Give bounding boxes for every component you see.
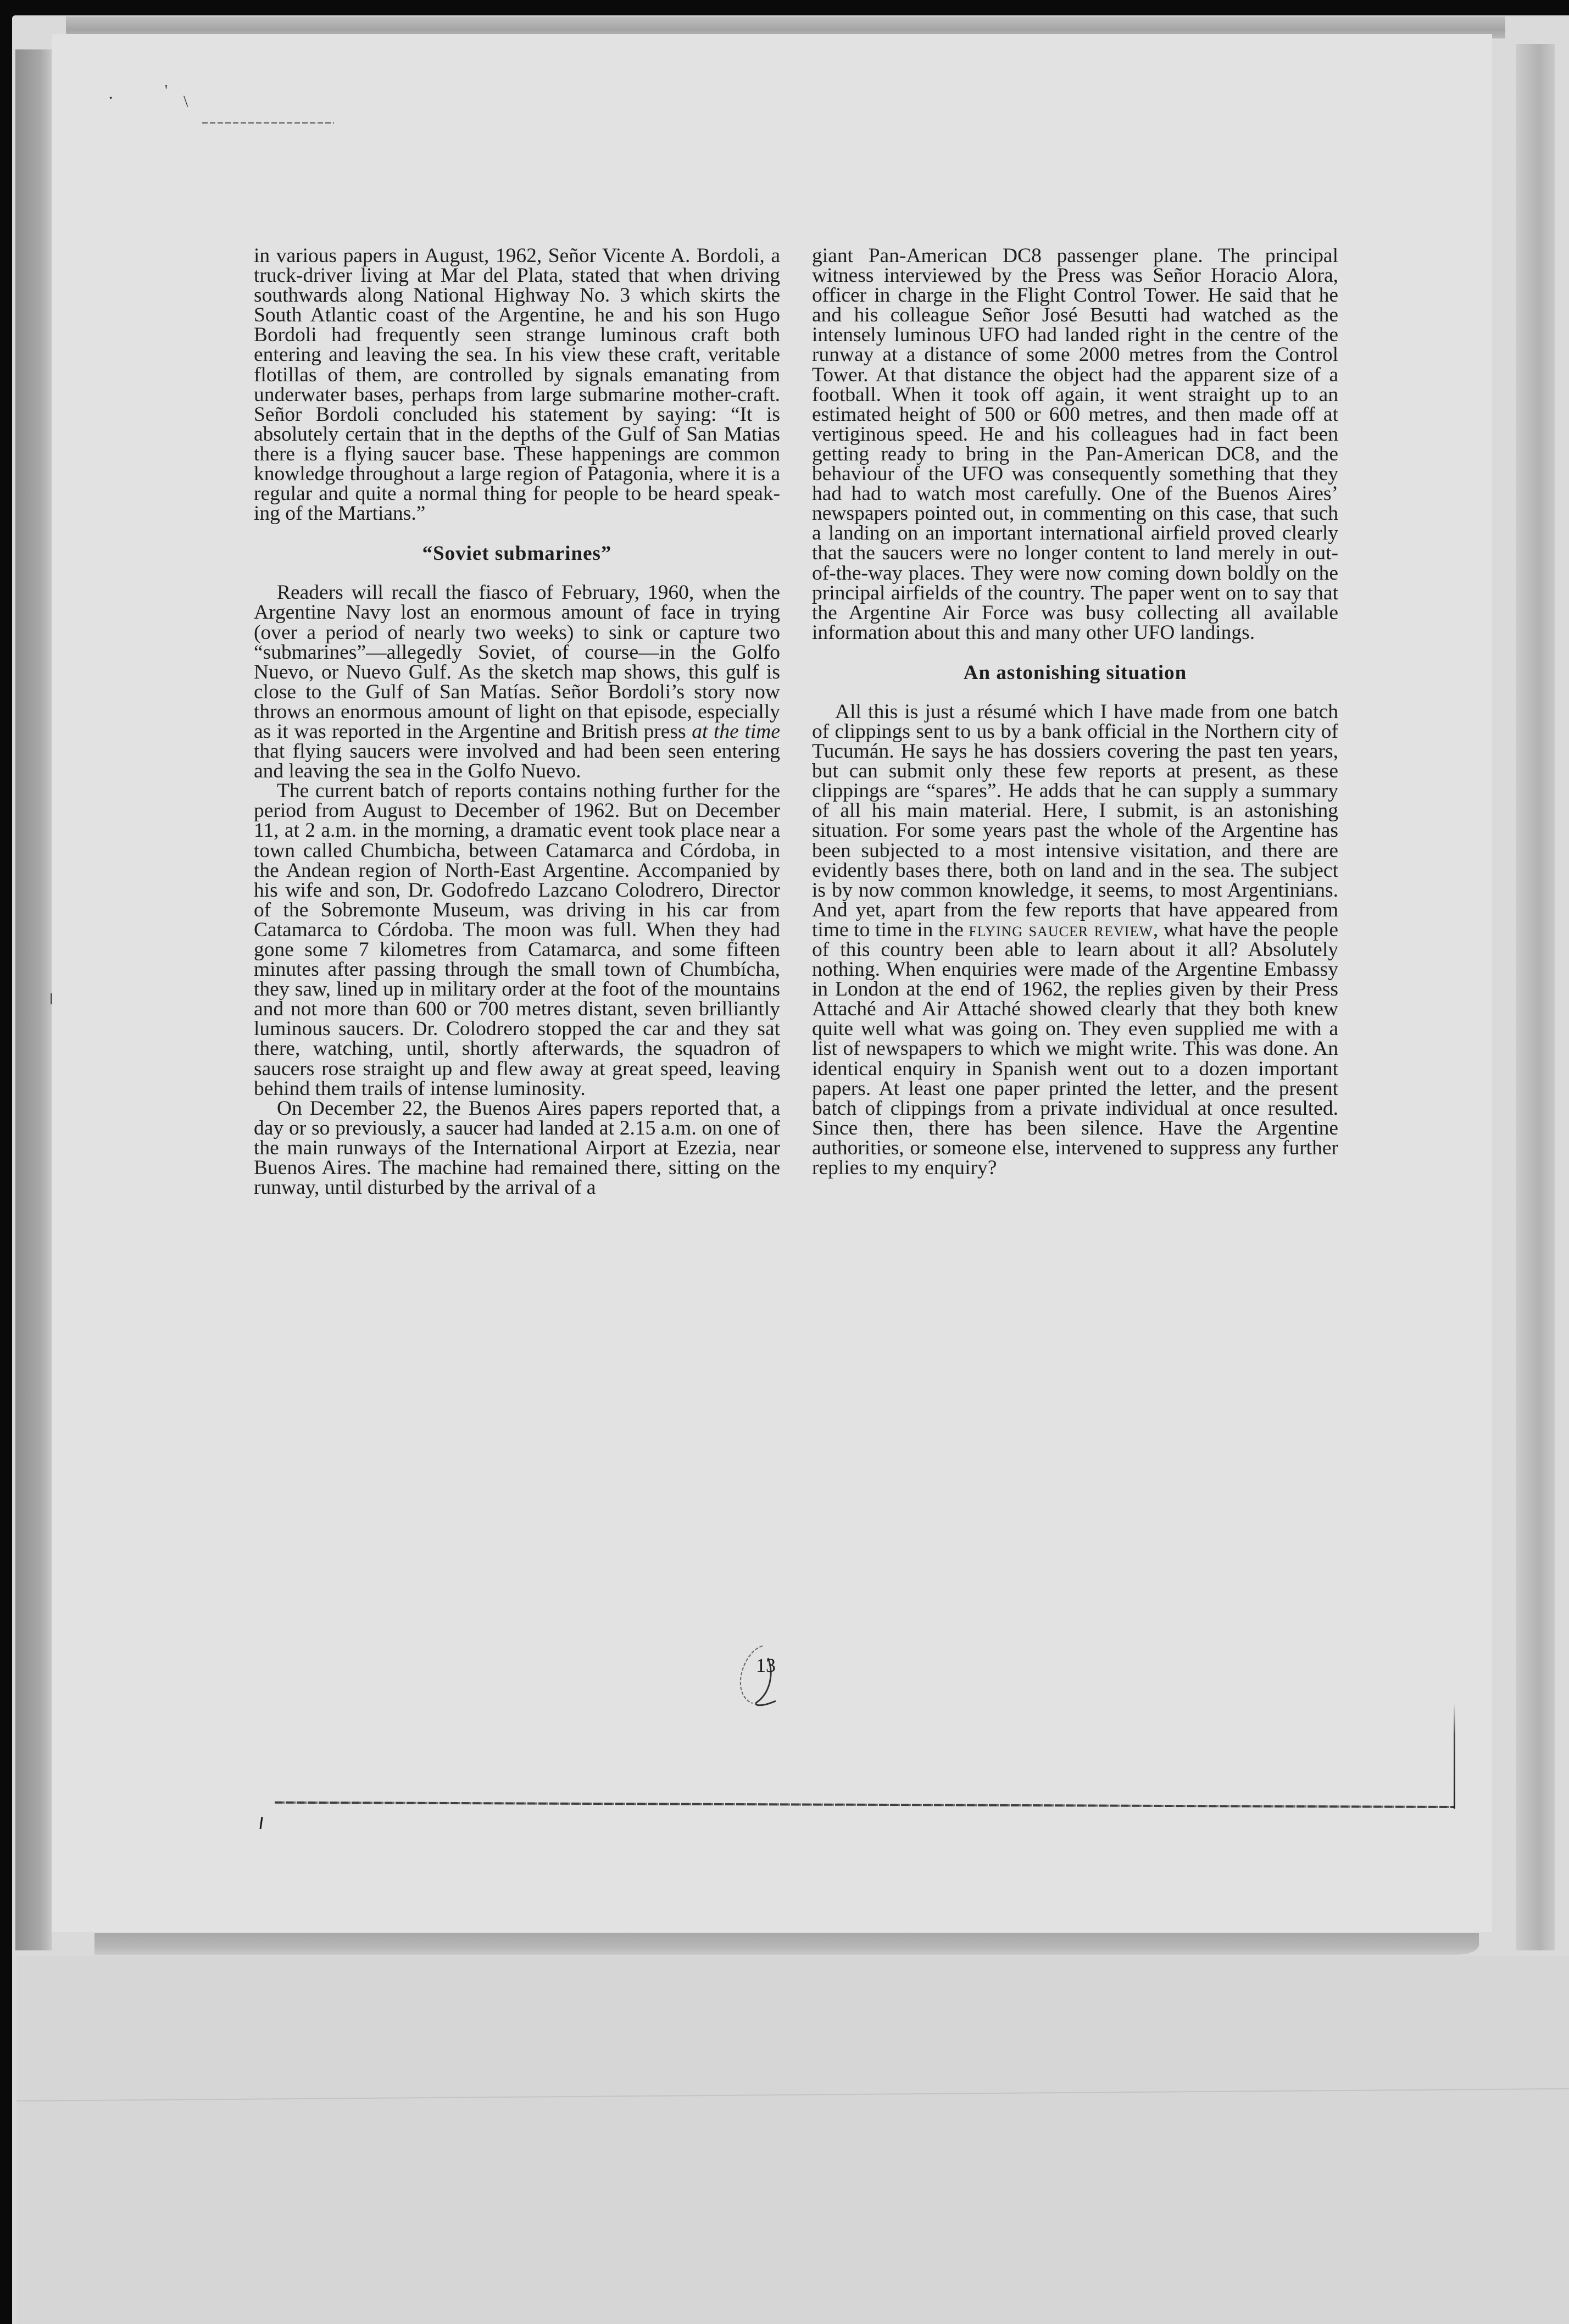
page-number: 13	[756, 1654, 776, 1676]
film-left-shadow	[15, 49, 52, 1950]
paragraph-pan-american: giant Pan-American DC8 passenger plane. The principal witness interviewed by the Press was Señor Horacio Alora, officer in charge in the Flight Control Tower. He said that he and his colleague Señor José Besutti had watched as the intensely luminous UFO had landed right in the centre of the runway at a distance of some 2000 metres from the Control Tower. At that distance the object had the apparent size of a football. When it took off again, it went straight up to an estimated height of 500 or 600 metres, and then made off at vertiginous speed. He and his colleagues had in fact been getting ready to bring in the Pan-American DC8, and the behaviour of the UFO was consequently something that they had had to watch most carefully. One of the Buenos Aires’ newspapers pointed out, in commenting on this case, that such a landing on an important international airfield proved clearly that the saucers were no longer content to land merely in out-of-the-way places. They were now coming down boldly on the principal airfields of the country. The paper went on to say that the Argentine Air Force was busy collecting all available information about this and many other UFO landings.	[812, 244, 1338, 644]
top-dashed-rule	[202, 122, 334, 124]
emphasis-at-the-time: at the time	[692, 720, 781, 743]
paragraph-resume: All this is just a résumé which I have made from one batch of clippings sent to us by a bank official in the Northern city of Tucumán. He says he has dossiers covering the past ten years, but can submit only these few reports at present, as these clippings are “spares”. He adds that he can supply a summary of all his main material. Here, I submit, is an astonishing situation. For some years past the whole of the Argentine has been subjected to a most intensive visitation, and there are evidently bases there, both on land and in the sea. The subject is by now common knowledge, it seems, to most Argentinians. And yet, apart from the few reports that have appeared from time to time in the flying saucer review, what have the people of this country been able to learn about it all? Absolutely nothing. When enquiries were made of the Argentine Embassy in London at the end of 1962, the replies given by their Press Attaché and Air Attaché showed clearly that they both knew quite well what was going on. They even supplied me with a list of newspapers to which we might write. This was done. An identical enquiry in Spanish went out to a dozen important papers. At least one paper printed the letter, and the present batch of clippings from a private individual at once resulted. Since then, there has been silence. Have the Argentine authorities, or someone else, intervened to suppress any further replies to my enquiry?	[812, 700, 1339, 1180]
paragraph-december-22: On December 22, the Buenos Aires papers reported that, a day or so previously, a saucer had landed at 2.15 a.m. on one of the main runways of the International Airport at Ezezia, near Buenos Aires. The machine had remained there, sitting on the runway, until disturbed by the arrival of a	[254, 1097, 780, 1199]
heading-soviet-submarines: “Soviet submarines”	[422, 542, 612, 565]
film-right-shadow	[1516, 44, 1555, 1950]
page-number-circled	[736, 1642, 786, 1713]
lower-sheet	[16, 1956, 1569, 2324]
hand-drawn-circle-icon	[736, 1642, 786, 1713]
paragraph-readers-recall: Readers will recall the fiasco of February, 1960, when the Argentine Navy lost an enormous amount of face in trying (over a period of nearly two weeks) to sink or capture two “submarines”—allegedly Soviet, of course—in the Golfo Nuevo, or Nuevo Gulf. As the sketch map shows, this gulf is close to the Gulf of San Matías. Señor Bordoli’s story now throws an enormous amount of light on that episode, especially as it was reported in the Argentine and British press at the time that flying saucers were involved and had been seen entering and leaving the sea in the Golfo Nuevo.	[254, 581, 781, 783]
speck-mark: '	[165, 82, 168, 99]
speck-mark: \	[183, 92, 188, 110]
right-column	[812, 246, 1338, 1178]
heading-astonishing-situation: An astonishing situation	[963, 661, 1187, 684]
publication-name: flying saucer review	[969, 918, 1153, 941]
left-column	[254, 246, 780, 1198]
paragraph-bordoli: in various papers in August, 1962, Señor Vicente A. Bordoli, a truck-driver living at Mar del Plata, stated that when driving southwards along National Highway No. 3 which skirts the South Atlantic coast of the Argentine, he and his son Hugo Bordoli had frequently seen strange luminous craft both entering and leaving the sea. In his view these craft, veritable flotillas of them, are controlled by signals emanating from underwater bases, perhaps from large submarine mother-craft. Señor Bordoli concluded his statement by saying: “It is absolutely certain that in the depths of the Gulf of San Matias there is a flying saucer base. These happenings are common knowledge throughout a large region of Patagonia, where it is a regular and quite a normal thing for people to be heard speaking of the Martians.”	[254, 244, 780, 525]
paragraph-current-batch: The current batch of reports contains nothing further for the period from August to December of 1962. But on December 11, at 2 a.m. in the morning, a dramatic event took place near a town called Chumbicha, between Catamarca and Córdoba, in the Andean region of North-East Argentine. Accompanied by his wife and son, Dr. Godofredo Lazcano Colodrero, Director of the Sobremonte Museum, was driving in his car from Catamarca to Córdoba. The moon was full. When they had gone some 7 kilometres from Catamarca, and some fifteen minutes after passing through the small town of Chumbícha, they saw, lined up in military order at the foot of the mountains and not more than 600 or 700 metres distant, seven brilliantly luminous saucers. Dr. Colodrero stopped the car and they sat there, watching, until, shortly afterwards, the squadron of saucers rose straight up and flew away at great speed, leaving behind them trails of intense luminosity.	[254, 780, 780, 1100]
edge-tick-mark	[51, 993, 52, 1004]
speck-mark: ·	[108, 88, 114, 108]
bottom-rule-corner	[1454, 1703, 1455, 1809]
page-under-shadow	[94, 1933, 1479, 1955]
